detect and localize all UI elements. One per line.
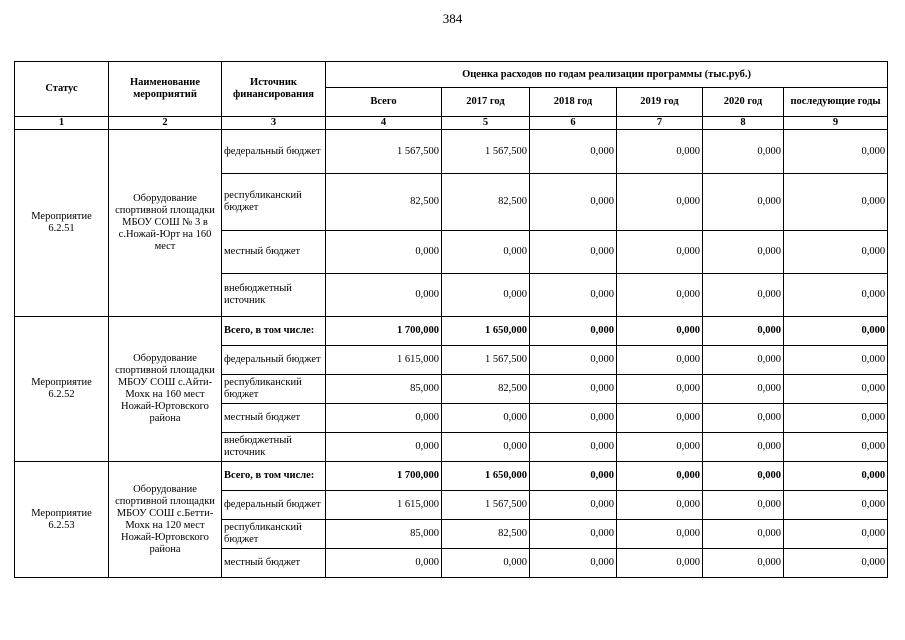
funding-source-cell: федеральный бюджет xyxy=(222,346,326,375)
amount-cell: 0,000 xyxy=(784,433,888,462)
header-year: 2019 год xyxy=(617,88,703,117)
amount-cell: 0,000 xyxy=(617,433,703,462)
amount-cell: 0,000 xyxy=(530,404,617,433)
header-year: Всего xyxy=(326,88,442,117)
activity-name-cell: Оборудование спортивной площадки МБОУ СОШ с.Бетти-Мохк на 120 мест Ножай-Юртовского района xyxy=(109,462,222,578)
column-number: 6 xyxy=(530,117,617,130)
column-number: 1 xyxy=(15,117,109,130)
amount-cell: 0,000 xyxy=(530,346,617,375)
header-year: последующие годы xyxy=(784,88,888,117)
funding-source-cell: республиканский бюджет xyxy=(222,174,326,231)
amount-cell: 0,000 xyxy=(784,549,888,578)
amount-cell: 0,000 xyxy=(703,549,784,578)
header-source: Источник финансирования xyxy=(222,62,326,117)
status-cell: Мероприятие 6.2.51 xyxy=(15,130,109,317)
funding-source-cell: республиканский бюджет xyxy=(222,520,326,549)
amount-cell: 0,000 xyxy=(530,375,617,404)
amount-cell: 0,000 xyxy=(530,520,617,549)
amount-cell: 0,000 xyxy=(784,274,888,317)
column-number: 2 xyxy=(109,117,222,130)
amount-cell: 0,000 xyxy=(617,404,703,433)
amount-cell: 1 567,500 xyxy=(326,130,442,174)
amount-cell: 0,000 xyxy=(617,130,703,174)
amount-cell: 0,000 xyxy=(326,274,442,317)
table-row xyxy=(15,462,888,491)
amount-cell: 0,000 xyxy=(442,404,530,433)
amount-cell: 0,000 xyxy=(703,130,784,174)
funding-source-cell: федеральный бюджет xyxy=(222,491,326,520)
amount-cell: 0,000 xyxy=(530,491,617,520)
amount-cell: 0,000 xyxy=(530,433,617,462)
funding-source-cell: Всего, в том числе: xyxy=(222,317,326,346)
amount-cell: 0,000 xyxy=(617,520,703,549)
amount-cell: 82,500 xyxy=(326,174,442,231)
amount-cell: 0,000 xyxy=(617,274,703,317)
amount-cell: 0,000 xyxy=(784,375,888,404)
amount-cell: 0,000 xyxy=(617,317,703,346)
amount-cell: 0,000 xyxy=(703,174,784,231)
amount-cell: 0,000 xyxy=(617,231,703,274)
amount-cell: 0,000 xyxy=(784,491,888,520)
activity-name-cell: Оборудование спортивной площадки МБОУ СОШ № 3 в с.Ножай-Юрт на 160 мест xyxy=(109,130,222,317)
header-estimate: Оценка расходов по годам реализации программы (тыс.руб.) xyxy=(326,62,888,88)
amount-cell: 0,000 xyxy=(703,231,784,274)
column-number: 3 xyxy=(222,117,326,130)
amount-cell: 0,000 xyxy=(703,346,784,375)
amount-cell: 0,000 xyxy=(617,375,703,404)
amount-cell: 1 615,000 xyxy=(326,491,442,520)
column-number: 7 xyxy=(617,117,703,130)
amount-cell: 0,000 xyxy=(442,274,530,317)
amount-cell: 0,000 xyxy=(784,174,888,231)
budget-table xyxy=(14,61,888,578)
amount-cell: 0,000 xyxy=(326,404,442,433)
amount-cell: 1 700,000 xyxy=(326,462,442,491)
funding-source-cell: внебюджетный источник xyxy=(222,433,326,462)
header-year: 2020 год xyxy=(703,88,784,117)
amount-cell: 1 650,000 xyxy=(442,317,530,346)
funding-source-cell: федеральный бюджет xyxy=(222,130,326,174)
amount-cell: 0,000 xyxy=(703,404,784,433)
amount-cell: 0,000 xyxy=(530,274,617,317)
column-number: 9 xyxy=(784,117,888,130)
amount-cell: 0,000 xyxy=(530,462,617,491)
amount-cell: 0,000 xyxy=(530,549,617,578)
amount-cell: 0,000 xyxy=(617,346,703,375)
amount-cell: 0,000 xyxy=(442,231,530,274)
amount-cell: 85,000 xyxy=(326,375,442,404)
amount-cell: 1 700,000 xyxy=(326,317,442,346)
amount-cell: 1 615,000 xyxy=(326,346,442,375)
table-row xyxy=(15,317,888,346)
amount-cell: 0,000 xyxy=(530,231,617,274)
amount-cell: 0,000 xyxy=(784,346,888,375)
header-year: 2018 год xyxy=(530,88,617,117)
funding-source-cell: Всего, в том числе: xyxy=(222,462,326,491)
amount-cell: 82,500 xyxy=(442,375,530,404)
table-row xyxy=(15,130,888,174)
amount-cell: 0,000 xyxy=(703,520,784,549)
amount-cell: 0,000 xyxy=(784,462,888,491)
activity-name-cell: Оборудование спортивной площадки МБОУ СОШ с.Айти-Мохк на 160 мест Ножай-Юртовского района xyxy=(109,317,222,462)
amount-cell: 0,000 xyxy=(442,433,530,462)
amount-cell: 0,000 xyxy=(784,130,888,174)
amount-cell: 1 567,500 xyxy=(442,491,530,520)
amount-cell: 1 567,500 xyxy=(442,346,530,375)
column-number: 4 xyxy=(326,117,442,130)
amount-cell: 82,500 xyxy=(442,174,530,231)
page-number: 384 xyxy=(442,11,463,26)
amount-cell: 0,000 xyxy=(530,130,617,174)
amount-cell: 0,000 xyxy=(703,433,784,462)
amount-cell: 0,000 xyxy=(326,231,442,274)
amount-cell: 0,000 xyxy=(326,433,442,462)
amount-cell: 0,000 xyxy=(326,549,442,578)
amount-cell: 0,000 xyxy=(530,174,617,231)
amount-cell: 1 650,000 xyxy=(442,462,530,491)
amount-cell: 0,000 xyxy=(617,549,703,578)
amount-cell: 0,000 xyxy=(703,491,784,520)
funding-source-cell: местный бюджет xyxy=(222,404,326,433)
amount-cell: 0,000 xyxy=(784,231,888,274)
status-cell: Мероприятие 6.2.52 xyxy=(15,317,109,462)
amount-cell: 0,000 xyxy=(703,274,784,317)
amount-cell: 0,000 xyxy=(617,462,703,491)
amount-cell: 82,500 xyxy=(442,520,530,549)
header-year: 2017 год xyxy=(442,88,530,117)
amount-cell: 0,000 xyxy=(784,317,888,346)
funding-source-cell: республиканский бюджет xyxy=(222,375,326,404)
amount-cell: 0,000 xyxy=(703,375,784,404)
funding-source-cell: местный бюджет xyxy=(222,231,326,274)
funding-source-cell: внебюджетный источник xyxy=(222,274,326,317)
header-status: Статус xyxy=(15,62,109,117)
status-cell: Мероприятие 6.2.53 xyxy=(15,462,109,578)
amount-cell: 0,000 xyxy=(617,174,703,231)
amount-cell: 0,000 xyxy=(784,520,888,549)
funding-source-cell: местный бюджет xyxy=(222,549,326,578)
column-number: 8 xyxy=(703,117,784,130)
column-number: 5 xyxy=(442,117,530,130)
amount-cell: 0,000 xyxy=(442,549,530,578)
amount-cell: 0,000 xyxy=(784,404,888,433)
amount-cell: 85,000 xyxy=(326,520,442,549)
amount-cell: 0,000 xyxy=(617,491,703,520)
amount-cell: 0,000 xyxy=(703,317,784,346)
amount-cell: 0,000 xyxy=(703,462,784,491)
amount-cell: 1 567,500 xyxy=(442,130,530,174)
amount-cell: 0,000 xyxy=(530,317,617,346)
header-name: Наименование мероприятий xyxy=(109,62,222,117)
